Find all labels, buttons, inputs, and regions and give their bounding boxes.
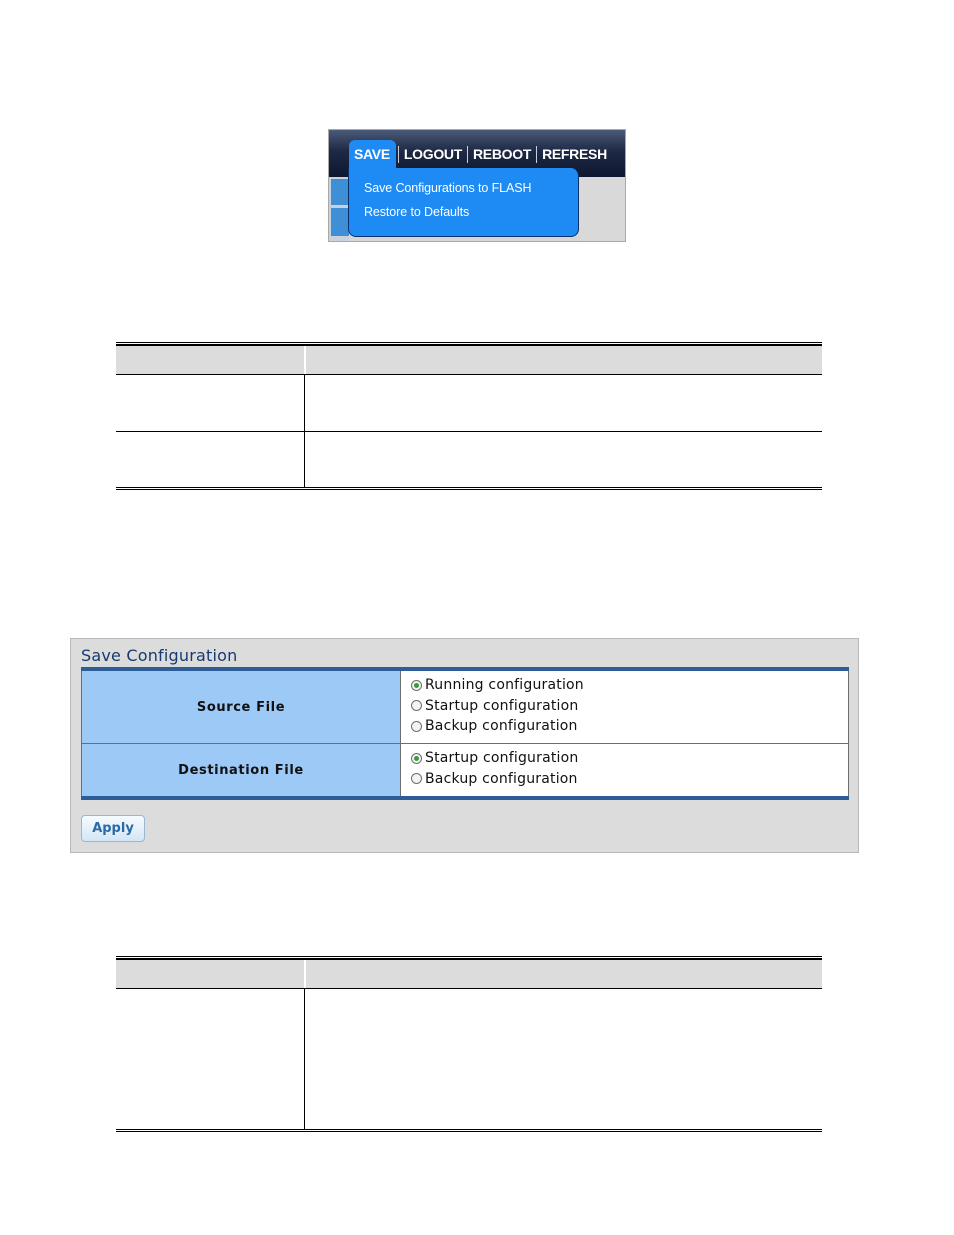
radio-button[interactable] bbox=[411, 721, 422, 732]
option-dest-startup[interactable]: Startup configuration bbox=[411, 748, 848, 769]
dropdown-restore-defaults[interactable]: Restore to Defaults bbox=[364, 205, 470, 219]
radio-button[interactable] bbox=[411, 773, 422, 784]
destination-file-label: Destination File bbox=[82, 744, 401, 796]
dropdown-save-flash[interactable]: Save Configurations to FLASH bbox=[364, 181, 532, 195]
right-panel bbox=[579, 177, 625, 241]
option-dest-backup[interactable]: Backup configuration bbox=[411, 769, 848, 790]
apply-button[interactable]: Apply bbox=[81, 815, 145, 842]
menu-logout[interactable]: LOGOUT bbox=[403, 146, 462, 162]
menu-items bbox=[349, 142, 612, 166]
top-menu-screenshot bbox=[328, 129, 626, 242]
option-startup[interactable]: Startup configuration bbox=[411, 696, 848, 717]
table-row bbox=[116, 988, 822, 1129]
menu-refresh[interactable]: REFRESH bbox=[542, 146, 607, 162]
config-table bbox=[81, 667, 849, 800]
table-row bbox=[116, 374, 822, 431]
source-file-label: Source File bbox=[82, 671, 401, 743]
radio-button-checked[interactable] bbox=[411, 753, 422, 764]
source-file-row bbox=[81, 671, 849, 743]
description-table-1 bbox=[116, 342, 822, 490]
destination-file-row bbox=[81, 743, 849, 796]
table-row bbox=[116, 431, 822, 487]
table-header bbox=[116, 345, 822, 374]
radio-button[interactable] bbox=[411, 700, 422, 711]
menu-reboot[interactable]: REBOOT bbox=[472, 146, 532, 162]
menu-save[interactable]: SAVE bbox=[349, 140, 396, 169]
save-configuration-panel bbox=[70, 638, 859, 853]
option-running[interactable]: Running configuration bbox=[411, 675, 848, 696]
table-header bbox=[116, 959, 822, 988]
save-dropdown bbox=[348, 168, 579, 237]
panel-title: Save Configuration bbox=[81, 646, 238, 665]
source-file-options bbox=[401, 671, 848, 743]
option-backup[interactable]: Backup configuration bbox=[411, 716, 848, 737]
radio-button-checked[interactable] bbox=[411, 680, 422, 691]
description-table-2 bbox=[116, 956, 822, 1132]
destination-file-options bbox=[401, 744, 848, 796]
left-column-strip bbox=[329, 177, 349, 241]
